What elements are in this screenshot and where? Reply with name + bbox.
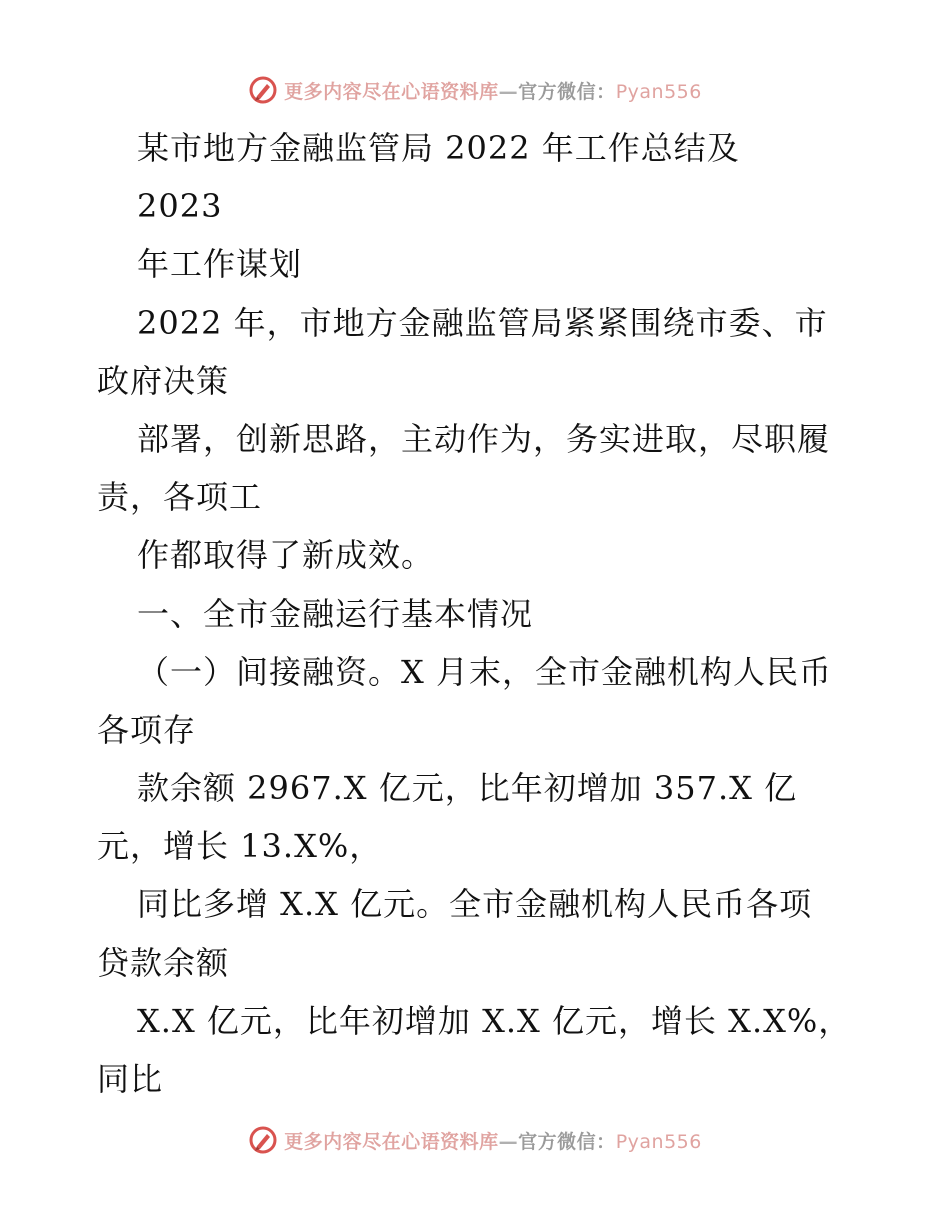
document-line: 贷款余额 [97,943,230,982]
document-line: 作都取得了新成效。 [137,536,435,575]
document-line: 年工作谋划 [137,245,303,284]
document-line: 各项存 [97,710,197,749]
header-watermark [0,70,950,110]
document-line: 2023 [137,187,223,226]
document-body [97,119,857,1108]
document-line: 一、全市金融运行基本情况 [137,594,534,633]
watermark-wechat-id: Pyan556 [615,1130,702,1153]
document-line: 责，各项工 [97,478,263,517]
watermark-separator: — [498,80,519,103]
document-line: 部署，创新思路，主动作为，务实进取，尽职履 [137,419,831,458]
document-line: X.X 亿元，比年初增加 X.X 亿元，增长 X.X%， [137,1001,852,1040]
document-line: 款余额 2967.X 亿元，比年初增加 357.X 亿 [137,769,798,808]
document-line: 同比多增 X.X 亿元。全市金融机构人民币各项 [137,885,813,924]
document-line: 某市地方金融监管局 2022 年工作总结及 [137,129,740,167]
footer-watermark [0,1120,950,1160]
document-line: 2022 年，市地方金融监管局紧紧围绕市委、市 [137,303,828,342]
watermark-text [284,1127,702,1154]
watermark-separator: — [498,1130,519,1153]
document-line: 政府决策 [97,361,230,400]
watermark-wechat-id: Pyan556 [615,80,702,103]
document-line: 元，增长 13.X%， [97,827,383,866]
document-line: 同比 [97,1060,164,1098]
watermark-brand: 更多内容尽在心语资料库 [284,1130,499,1153]
pen-nib-logo-icon [248,1125,278,1155]
watermark-wechat-label: 官方微信： [518,1130,616,1153]
watermark-text [284,77,702,104]
pen-nib-logo-icon [248,75,278,105]
document-line: （一）间接融资。X 月末，全市金融机构人民币 [137,652,832,691]
watermark-brand: 更多内容尽在心语资料库 [284,80,499,103]
watermark-wechat-label: 官方微信： [518,80,616,103]
